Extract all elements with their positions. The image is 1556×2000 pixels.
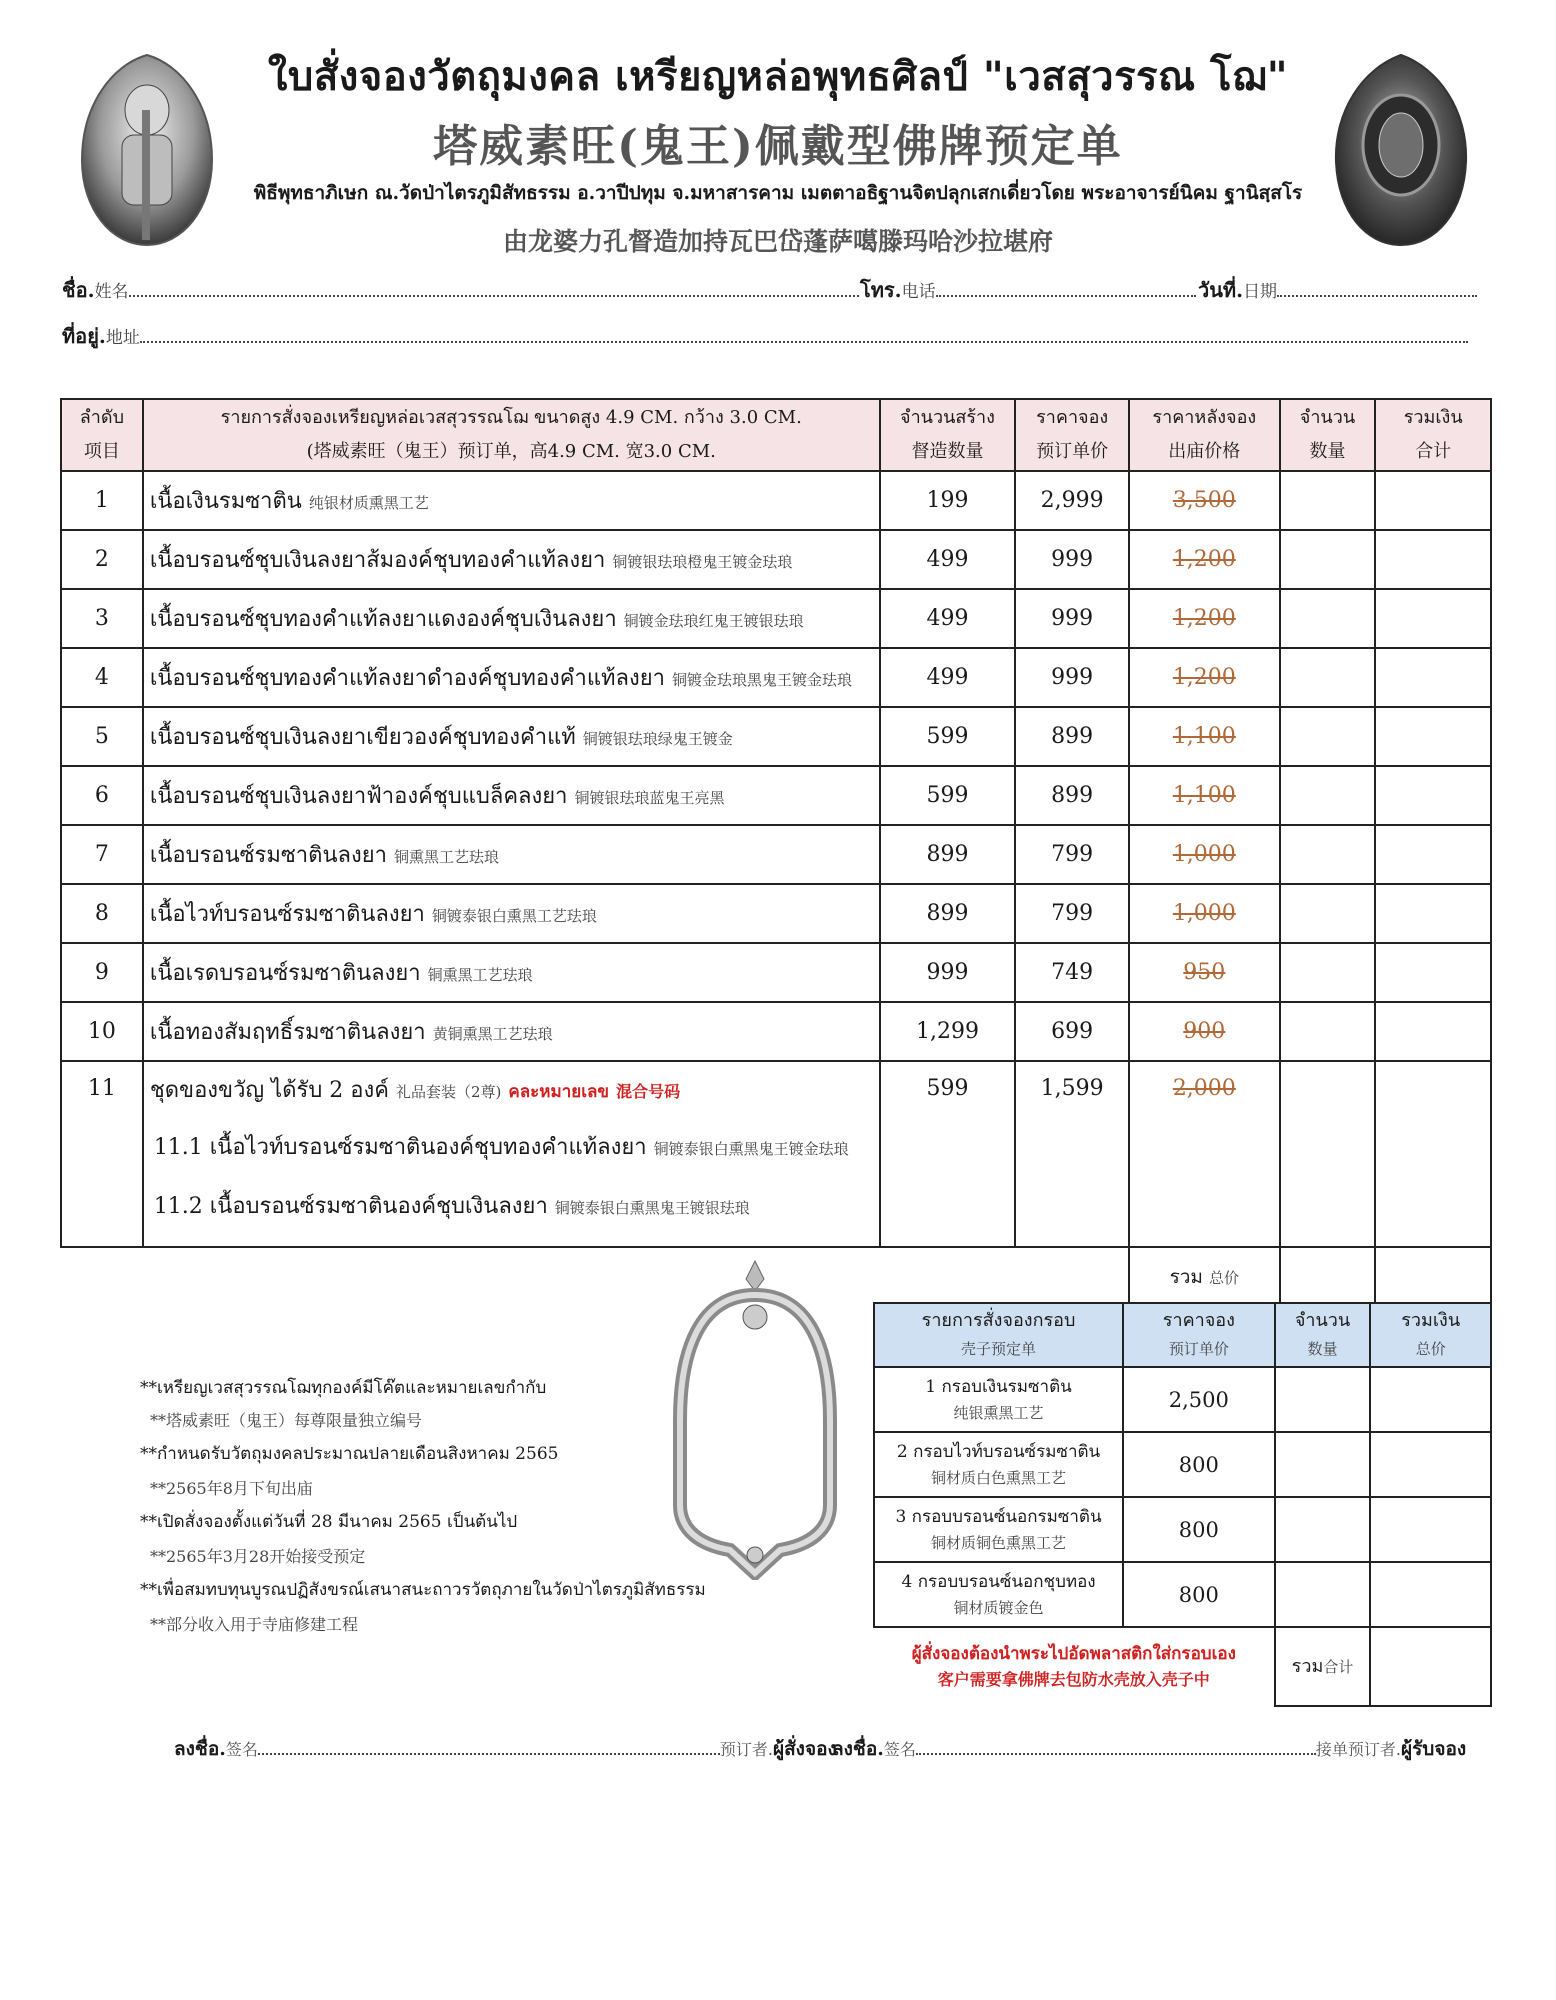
grand-total-sum[interactable] [1375, 1247, 1491, 1306]
orderer-signature[interactable]: ลงชื่อ.签名 预订者.ผู้สั่งจอง [174, 1738, 837, 1760]
name-label-th: ชื่อ. [62, 278, 95, 302]
qty-cell[interactable] [1280, 943, 1376, 1002]
address-field[interactable] [62, 320, 1468, 352]
qty-cell[interactable] [1275, 1562, 1371, 1627]
frame-note-th: ผู้สั่งจองต้องนำพระไปอัดพลาสติกใส่กรอบเอง [911, 1644, 1236, 1664]
note-1-th: **เหรียญเวสสุวรรณโฌทุกองค์มีโค๊ตและหมายเลขกำกับ [140, 1378, 547, 1398]
total-cell[interactable] [1375, 1061, 1491, 1247]
total-cell[interactable] [1375, 707, 1491, 766]
phone-label-cn: 电话 [901, 282, 936, 302]
table-row: 4 เนื้อบรอนซ์ชุบทองคำแท้ลงยาดำองค์ชุบทองคำแท้ลงยา 铜镀金珐琅黑鬼王镀金珐琅 499 999 1,200 [61, 648, 1491, 707]
address-label-th: ที่อยู่. [62, 324, 106, 348]
header-no: ลำดับ 项目 [61, 399, 143, 471]
table-row: 1 เนื้อเงินรมซาติน 纯银材质熏黑工艺 199 2,999 3,500 [61, 471, 1491, 530]
note-1-cn: **塔威素旺（鬼王）每尊限量独立编号 [150, 1411, 423, 1430]
qty-cell[interactable] [1275, 1432, 1371, 1497]
table-header-row [61, 399, 1491, 471]
phone-field[interactable] [860, 274, 1196, 306]
header-total: รวมเงิน 合计 [1375, 399, 1491, 471]
grand-total-qty[interactable] [1280, 1247, 1376, 1306]
total-cell[interactable] [1370, 1497, 1491, 1562]
ceremony-chinese: 由龙婆力孔督造加持瓦巴岱蓬萨噶滕玛哈沙拉堪府 [502, 227, 1053, 256]
total-cell[interactable] [1375, 825, 1491, 884]
total-cell[interactable] [1370, 1432, 1491, 1497]
address-label-cn: 地址 [105, 328, 140, 348]
qty-cell[interactable] [1275, 1497, 1371, 1562]
title-thai: ใบสั่งจองวัตถุมงคล เหรียญหล่อพุทธศิลป์ "เวสสุวรรณ โฌ" [267, 53, 1289, 100]
total-cell[interactable] [1375, 1002, 1491, 1061]
qty-cell[interactable] [1280, 1002, 1376, 1061]
total-cell[interactable] [1375, 884, 1491, 943]
total-cell[interactable] [1370, 1562, 1491, 1627]
total-cell[interactable] [1375, 648, 1491, 707]
qty-cell[interactable] [1280, 825, 1376, 884]
note-3-th: **เปิดสั่งจองตั้งแต่วันที่ 28 มีนาคม 2565 เป็นต้นไป [140, 1512, 518, 1532]
grand-total-label: รวม 总价 [1129, 1247, 1280, 1306]
header-qty: จำนวน 数量 [1280, 399, 1376, 471]
total-cell[interactable] [1375, 471, 1491, 530]
qty-cell[interactable] [1280, 766, 1376, 825]
header-item: รายการสั่งจองเหรียญหล่อเวสสุวรรณโฌ ขนาดสูง 4.9 CM. กว้าง 3.0 CM. (塔威素旺（鬼王）预订单，高4.9 CM. 宽3.0 CM. [143, 399, 880, 471]
qty-cell[interactable] [1280, 589, 1376, 648]
name-field[interactable] [62, 274, 859, 306]
table-row: 10 เนื้อทองสัมฤทธิ์รมซาตินลงยา 黄铜熏黑工艺珐琅 1,299 699 900 [61, 1002, 1491, 1061]
table-row: 1 กรอบเงินรมซาติน 纯银熏黑工艺 2,500 [874, 1367, 1491, 1432]
table-row: 9 เนื้อเรดบรอนซ์รมซาตินลงยา 铜熏黑工艺珐琅 999 749 950 [61, 943, 1491, 1002]
order-table [60, 398, 1492, 1307]
total-cell[interactable] [1375, 943, 1491, 1002]
qty-cell[interactable] [1280, 707, 1376, 766]
frame-order-table [873, 1302, 1492, 1707]
date-field[interactable] [1198, 274, 1477, 306]
table-row: 3 กรอบบรอนซ์นอกรมซาติน 铜材质铜色熏黑工艺 800 [874, 1497, 1491, 1562]
table-row: 3 เนื้อบรอนซ์ชุบทองคำแท้ลงยาแดงองค์ชุบเงินลงยา 铜镀金珐琅红鬼王镀银珐琅 499 999 1,200 [61, 589, 1491, 648]
note-4-th: **เพื่อสมทบทุนบูรณปฏิสังขรณ์เสนาสนะถาวรวัตถุภายในวัดป่าไตรภูมิสัทธรรม [140, 1580, 706, 1600]
date-label-th: วันที่. [1198, 278, 1244, 302]
total-cell[interactable] [1375, 589, 1491, 648]
note-3-cn: **2565年3月28开始接受预定 [150, 1547, 366, 1566]
total-cell[interactable] [1370, 1367, 1491, 1432]
name-label-cn: 姓名 [94, 282, 129, 302]
qty-cell[interactable] [1280, 530, 1376, 589]
table-row: 5 เนื้อบรอนซ์ชุบเงินลงยาเขียวองค์ชุบทองคำแท้ 铜镀银珐琅绿鬼王镀金 599 899 1,100 [61, 707, 1491, 766]
table-row: 8 เนื้อไวท์บรอนซ์รมซาตินลงยา 铜镀泰银白熏黑工艺珐琅 899 799 1,000 [61, 884, 1491, 943]
header-price: ราคาจอง 预订单价 [1015, 399, 1129, 471]
frame-note-cn: 客户需要拿佛牌去包防水壳放入壳子中 [937, 1670, 1210, 1689]
table-row: 2 กรอบไวท์บรอนซ์รมซาติน 铜材质白色熏黑工艺 800 [874, 1432, 1491, 1497]
total-cell[interactable] [1375, 530, 1491, 589]
qty-cell[interactable] [1280, 471, 1376, 530]
table-row: 4 กรอบบรอนซ์นอกชุบทอง 铜材质镀金色 800 [874, 1562, 1491, 1627]
qty-cell[interactable] [1280, 884, 1376, 943]
qty-cell[interactable] [1280, 648, 1376, 707]
frame-image [660, 1255, 850, 1584]
receiver-signature[interactable]: ลงชื่อ.签名 接单预订者.ผู้รับจอง [832, 1738, 1467, 1760]
table-row: 7 เนื้อบรอนซ์รมซาตินลงยา 铜熏黑工艺珐琅 899 799 1,000 [61, 825, 1491, 884]
table-row: 6 เนื้อบรอนซ์ชุบเงินลงยาฟ้าองค์ชุบแบล็คลงยา 铜镀银珐琅蓝鬼王亮黑 599 899 1,100 [61, 766, 1491, 825]
ceremony-thai: พิธีพุทธาภิเษก ณ.วัดป่าไตรภูมิสัทธรรม อ.วาปีปทุม จ.มหาสารคาม เมตตาอธิฐานจิตปลุกเสกเดี่ยวโดย พระอาจารย์นิคม ฐานิสฺสโร [253, 182, 1303, 204]
qty-cell[interactable] [1275, 1367, 1371, 1432]
phone-label-th: โทร. [860, 278, 902, 302]
date-label-cn: 日期 [1243, 282, 1278, 302]
qty-cell[interactable] [1280, 1061, 1376, 1247]
note-2-cn: **2565年8月下旬出庙 [150, 1479, 313, 1498]
frame-total-label: รวม合计 [1275, 1627, 1371, 1706]
frame-total-sum[interactable] [1370, 1627, 1491, 1706]
header-after-price: ราคาหลังจอง 出庙价格 [1129, 399, 1280, 471]
note-2-th: **กำหนดรับวัตถุมงคลประมาณปลายเดือนสิงหาคม 2565 [140, 1444, 559, 1464]
title-chinese: 塔威素旺(鬼王)佩戴型佛牌预定单 [433, 121, 1123, 172]
header-made: จำนวนสร้าง 督造数量 [880, 399, 1016, 471]
frame-total-row [874, 1627, 1491, 1706]
table-row: 2 เนื้อบรอนซ์ชุบเงินลงยาส้มองค์ชุบทองคำแท้ลงยา 铜镀银珐琅橙鬼王镀金珐琅 499 999 1,200 [61, 530, 1491, 589]
table-row-gift-set: 11 ชุดของขวัญ ได้รับ 2 องค์ 礼品套装（2尊) คละหมายเลข 混合号码 11.1 เนื้อไวท์บรอนซ์รมซาตินองค์ชุบทองคำแท้ลงยา 铜镀泰银白熏黑鬼王镀金珐琅 11.2 เนื้อบรอนซ์รมซาตินองค์ชุบเงินลงยา 铜镀泰银白熏黑鬼王镀银珐琅 599 1,599 2,000 [61, 1061, 1491, 1247]
frame-header-row: รายการสั่งจองกรอบ 壳子预定单 ราคาจอง 预订单价 จำนวน 数量 รวมเงิน 总价 [874, 1303, 1491, 1367]
total-cell[interactable] [1375, 766, 1491, 825]
note-4-cn: **部分收入用于寺庙修建工程 [150, 1615, 359, 1634]
